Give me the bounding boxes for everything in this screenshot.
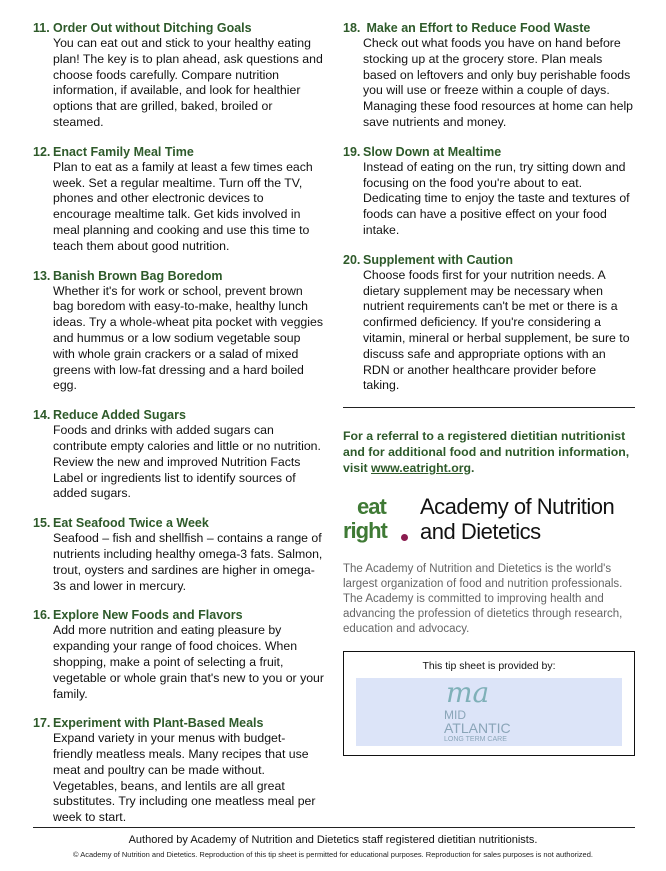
tip-heading — [33, 715, 325, 731]
tip-body: Plan to eat as a family at least a few times each week. Set a regular mealtime. Turn off the TV, phones and other electronic devices to encourage mealtime talk. Get kids involved in meal planning and cooking and use this time to teach them about good nutrition. — [53, 159, 313, 253]
tip-heading — [33, 20, 325, 36]
footer-copyright: © Academy of Nutrition and Dietetics. Reproduction of this tip sheet is permitted for educational purposes. Reproduction for sales purposes is not authorized. — [73, 850, 593, 859]
tip-section — [33, 20, 325, 131]
tip-title: Supplement with Caution — [363, 252, 513, 267]
tip-number: 11. — [33, 21, 50, 35]
tip-heading — [343, 252, 635, 268]
tip-heading — [33, 268, 325, 284]
referral-text — [343, 428, 643, 476]
provider-name2: ATLANTIC — [444, 720, 511, 737]
tip-body: Seafood – fish and shellfish – contains a range of nutrients including healthy omega-3 fats. Salmon, trout, oysters and sardines are higher in omega-3s and lower in mercury. — [53, 531, 323, 593]
tip-number: 14. — [33, 408, 51, 423]
tip-heading — [33, 407, 325, 423]
referral-end: . — [471, 461, 475, 476]
tip-heading — [33, 144, 325, 160]
right-tips — [343, 20, 635, 394]
tip-title: Make an Effort to Reduce Food Waste — [363, 21, 591, 35]
tip-body: Expand variety in your menus with budget-friendly meatless meals. Many recipes that use meat and poultry can be made without. Vegetables, beans, and lentils are all great substitutes. Try including one meatless meal per week to start. — [53, 731, 316, 825]
tip-body: Instead of eating on the run, try sitting down and focusing on the food you're about to eat. Dedicating time to enjoy the taste and textures of foods can have a positive effect on your food intake. — [363, 159, 630, 237]
tip-number: 18. — [343, 21, 361, 35]
tip-section — [343, 20, 635, 131]
tip-body: Whether it's for work or school, prevent brown bag boredom with easy-to-make, healthy lunch ideas. Try a whole-wheat pita pocket with veggies and hummus or a low sodium vegetable soup with whole grain crackers or a salad of mixed greens with low-fat dressing and a hard boiled egg. — [53, 283, 323, 393]
logo-line2: and Dietetics — [420, 519, 541, 545]
provider-name1: MID — [444, 708, 466, 723]
provider-name — [444, 710, 511, 744]
tip-section — [33, 607, 325, 702]
tip-body: You can eat out and stick to your healthy eating plan! The key is to plan ahead, ask questions and choose foods carefully. Compare nutrition information, if available, and look for healthier options that are grilled, baked, broiled or steamed. — [53, 36, 323, 129]
logo-wordmark — [420, 494, 614, 544]
tip-section — [33, 268, 325, 395]
tip-number: 20. — [343, 252, 361, 267]
academy-description: The Academy of Nutrition and Dietetics is the world's largest organization of food and nutrition professionals. The Academy is committed to improving health and advancing the profession of dietetics through research, education and advocacy. — [343, 563, 623, 636]
footer-authored: Authored by Academy of Nutrition and Dietetics staff registered dietitian nutritionists. — [128, 834, 538, 846]
tip-title: Slow Down at Mealtime — [363, 144, 502, 159]
ma-logo-mark: ma — [446, 676, 490, 710]
left-column — [33, 20, 325, 839]
tip-title: Order Out without Ditching Goals — [53, 21, 252, 35]
logo-line1: Academy of Nutrition — [420, 494, 615, 520]
tip-section — [33, 715, 325, 826]
tip-title: Experiment with Plant-Based Meals — [53, 716, 264, 731]
logo-right: right — [343, 518, 387, 544]
logo-eat: eat — [357, 494, 386, 520]
provider-label: This tip sheet is provided by: — [422, 660, 556, 673]
tip-number: 12. — [33, 144, 51, 159]
mid-atlantic-logo — [356, 678, 622, 746]
tip-title: Explore New Foods and Flavors — [53, 608, 243, 623]
provider-name3: LONG TERM CARE — [444, 736, 507, 744]
tip-section — [33, 515, 325, 594]
tip-section — [343, 252, 635, 394]
tip-section — [33, 407, 325, 502]
logo-dot-icon — [401, 534, 408, 541]
divider — [343, 407, 635, 408]
tip-body: Choose foods first for your nutrition needs. A dietary supplement may be necessary when nutrient requirements can't be met or there is a confirmed deficiency. If you're considering a vitamin, mineral or herbal supplement, be sure to discuss safe and appropriate options with an RDN or another healthcare provider before taking. — [363, 267, 630, 393]
provider-box — [343, 651, 635, 756]
tip-section — [343, 144, 635, 239]
tip-number: 13. — [33, 268, 51, 283]
academy-logo — [343, 494, 643, 546]
tip-body: Add more nutrition and eating pleasure by expanding your range of food choices. When shopping, make a point of selecting a fruit, vegetable or whole grain that's new to you or your family. — [53, 623, 324, 701]
tip-heading — [343, 144, 635, 160]
tip-heading — [33, 515, 325, 531]
tip-number: 19. — [343, 144, 361, 159]
eatright-link[interactable]: www.eatright.org — [371, 461, 472, 476]
tip-title: Reduce Added Sugars — [53, 408, 186, 423]
tip-body: Check out what foods you have on hand before stocking up at the grocery store. Plan meals based on leftovers and only buy perishable foods you will use or freeze within a couple of days. Managing these food resources at home can help save nutrients and money. — [363, 36, 634, 129]
tip-heading — [33, 607, 325, 623]
tip-number: 17. — [33, 716, 51, 731]
right-column — [343, 20, 635, 756]
referral-body: For a referral to a registered dietitian nutritionist and for additional food and nutrition information, visit — [343, 429, 630, 476]
footer-divider — [33, 827, 635, 828]
tip-number: 15. — [33, 516, 51, 531]
tip-title: Banish Brown Bag Boredom — [53, 268, 223, 283]
tip-section — [33, 144, 325, 255]
tip-body: Foods and drinks with added sugars can contribute empty calories and little or no nutrition. Review the new and improved Nutrition Facts Label or ingredients list to identify sources of added sugars. — [53, 423, 321, 501]
tip-title: Enact Family Meal Time — [53, 144, 194, 159]
tip-number: 16. — [33, 608, 51, 623]
tip-title: Eat Seafood Twice a Week — [53, 516, 209, 531]
tip-heading — [343, 20, 635, 36]
